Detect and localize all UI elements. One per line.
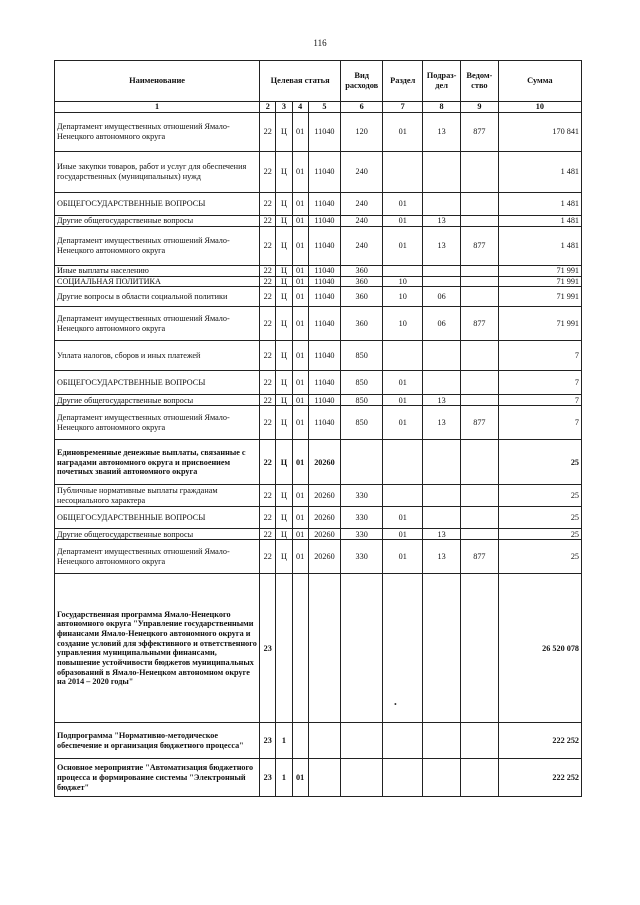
cell-summa: 7 bbox=[498, 406, 581, 440]
cell-c5: 20260 bbox=[308, 440, 340, 485]
cell-vr: 240 bbox=[341, 192, 383, 215]
cell-vr: 330 bbox=[341, 507, 383, 529]
cell-c3: Ц bbox=[276, 307, 292, 341]
cell-vr: 120 bbox=[341, 112, 383, 151]
cell-podrazdel bbox=[423, 276, 461, 287]
table-row bbox=[55, 265, 582, 276]
cell-c3: Ц bbox=[276, 540, 292, 574]
cell-razdel: 01 bbox=[383, 112, 423, 151]
cell-c2: 22 bbox=[260, 287, 276, 307]
cell-c5: 20260 bbox=[308, 485, 340, 507]
cell-summa: 25 bbox=[498, 440, 581, 485]
cell-c3: Ц bbox=[276, 529, 292, 540]
cell-podrazdel bbox=[423, 759, 461, 797]
cell-name: Государственная программа Ямало-Ненецкого автономного округа "Управление государственными финансами Ямало-Ненецкого автономного округа и создание условий для эффективного и ответственного управления муниципальными финансами, повышение устойчивости бюджетов муниципальных образований в Ямало-Ненецком автономном округе на 2014 – 2020 годы" bbox=[55, 574, 260, 723]
cell-c2: 22 bbox=[260, 307, 276, 341]
header-podrazdel: Подраз-дел bbox=[423, 61, 461, 102]
cell-c3: Ц bbox=[276, 192, 292, 215]
cell-c3: Ц bbox=[276, 287, 292, 307]
cell-name: Другие вопросы в области социальной политики bbox=[55, 287, 260, 307]
cell-c4: 01 bbox=[292, 395, 308, 406]
cell-c4 bbox=[292, 574, 308, 723]
cell-c4 bbox=[292, 723, 308, 759]
cell-vr: 330 bbox=[341, 529, 383, 540]
cell-vedom: 877 bbox=[460, 406, 498, 440]
cell-c4: 01 bbox=[292, 529, 308, 540]
header-vid-raskhodov: Вид расходов bbox=[341, 61, 383, 102]
cell-c2: 22 bbox=[260, 226, 276, 265]
cell-c5: 11040 bbox=[308, 371, 340, 395]
cell-c2: 22 bbox=[260, 265, 276, 276]
table-row bbox=[55, 371, 582, 395]
cell-razdel: 01 bbox=[383, 406, 423, 440]
table-row bbox=[55, 192, 582, 215]
table-row bbox=[55, 406, 582, 440]
cell-c5 bbox=[308, 723, 340, 759]
cell-c3: Ц bbox=[276, 371, 292, 395]
cell-razdel: 01 bbox=[383, 395, 423, 406]
cell-vr: 360 bbox=[341, 276, 383, 287]
header-tselevaya-statya: Целевая статья bbox=[260, 61, 341, 102]
cell-summa: 71 991 bbox=[498, 265, 581, 276]
cell-vedom: 877 bbox=[460, 226, 498, 265]
cell-vedom bbox=[460, 371, 498, 395]
cell-c4: 01 bbox=[292, 265, 308, 276]
cell-vedom: 877 bbox=[460, 307, 498, 341]
column-index: 3 bbox=[276, 102, 292, 113]
cell-c4: 01 bbox=[292, 540, 308, 574]
cell-summa: 71 991 bbox=[498, 276, 581, 287]
cell-vr: 360 bbox=[341, 265, 383, 276]
cell-c2: 22 bbox=[260, 406, 276, 440]
cell-vedom bbox=[460, 151, 498, 192]
cell-name: Департамент имущественных отношений Ямало-Ненецкого автономного округа bbox=[55, 406, 260, 440]
cell-name: ОБЩЕГОСУДАРСТВЕННЫЕ ВОПРОСЫ bbox=[55, 371, 260, 395]
cell-c5: 11040 bbox=[308, 395, 340, 406]
cell-vr: 240 bbox=[341, 215, 383, 226]
cell-c4: 01 bbox=[292, 287, 308, 307]
cell-vr: 850 bbox=[341, 395, 383, 406]
cell-vr: 330 bbox=[341, 540, 383, 574]
cell-c3: Ц bbox=[276, 151, 292, 192]
table-row bbox=[55, 395, 582, 406]
cell-vedom bbox=[460, 341, 498, 371]
cell-c2: 22 bbox=[260, 371, 276, 395]
cell-razdel: 10 bbox=[383, 287, 423, 307]
cell-c3: Ц bbox=[276, 406, 292, 440]
cell-c4: 01 bbox=[292, 226, 308, 265]
cell-vr: 850 bbox=[341, 406, 383, 440]
table-row bbox=[55, 226, 582, 265]
table-row bbox=[55, 529, 582, 540]
cell-c5: 11040 bbox=[308, 276, 340, 287]
cell-c4: 01 bbox=[292, 759, 308, 797]
cell-podrazdel bbox=[423, 440, 461, 485]
cell-c5: 11040 bbox=[308, 215, 340, 226]
cell-podrazdel: 13 bbox=[423, 540, 461, 574]
cell-name: ОБЩЕГОСУДАРСТВЕННЫЕ ВОПРОСЫ bbox=[55, 192, 260, 215]
cell-podrazdel: 13 bbox=[423, 406, 461, 440]
cell-razdel: 01 bbox=[383, 215, 423, 226]
header-naimenovanie: Наименование bbox=[55, 61, 260, 102]
cell-summa: 71 991 bbox=[498, 287, 581, 307]
cell-c4: 01 bbox=[292, 112, 308, 151]
cell-podrazdel: 06 bbox=[423, 307, 461, 341]
table-row bbox=[55, 112, 582, 151]
cell-razdel bbox=[383, 440, 423, 485]
cell-name: СОЦИАЛЬНАЯ ПОЛИТИКА bbox=[55, 276, 260, 287]
cell-razdel: 01 bbox=[383, 226, 423, 265]
cell-c3: Ц bbox=[276, 507, 292, 529]
cell-name: Другие общегосударственные вопросы bbox=[55, 215, 260, 226]
table-row bbox=[55, 507, 582, 529]
cell-c4: 01 bbox=[292, 371, 308, 395]
header-summa: Сумма bbox=[498, 61, 581, 102]
cell-name: Департамент имущественных отношений Ямало-Ненецкого автономного округа bbox=[55, 112, 260, 151]
cell-podrazdel: 06 bbox=[423, 287, 461, 307]
cell-razdel bbox=[383, 723, 423, 759]
cell-summa: 25 bbox=[498, 540, 581, 574]
cell-razdel: 01 bbox=[383, 507, 423, 529]
table-row bbox=[55, 215, 582, 226]
cell-podrazdel bbox=[423, 507, 461, 529]
cell-name: Основное мероприятие "Автоматизация бюджетного процесса и формирование системы "Электронный бюджет" bbox=[55, 759, 260, 797]
cell-c4: 01 bbox=[292, 440, 308, 485]
table-row bbox=[55, 341, 582, 371]
column-index: 5 bbox=[308, 102, 340, 113]
table-row bbox=[55, 574, 582, 723]
cell-name: Другие общегосударственные вопросы bbox=[55, 395, 260, 406]
cell-summa: 25 bbox=[498, 485, 581, 507]
cell-vedom bbox=[460, 574, 498, 723]
column-index: 7 bbox=[383, 102, 423, 113]
cell-vedom bbox=[460, 759, 498, 797]
cell-podrazdel bbox=[423, 151, 461, 192]
cell-c2: 22 bbox=[260, 395, 276, 406]
cell-vedom bbox=[460, 276, 498, 287]
cell-c4: 01 bbox=[292, 215, 308, 226]
cell-vr: 850 bbox=[341, 341, 383, 371]
scan-mark: • bbox=[394, 700, 397, 709]
header-razdel: Раздел bbox=[383, 61, 423, 102]
cell-c2: 22 bbox=[260, 192, 276, 215]
column-index: 8 bbox=[423, 102, 461, 113]
table-row bbox=[55, 287, 582, 307]
cell-razdel bbox=[383, 341, 423, 371]
cell-c4: 01 bbox=[292, 406, 308, 440]
cell-razdel bbox=[383, 485, 423, 507]
cell-c3: Ц bbox=[276, 226, 292, 265]
table-row bbox=[55, 307, 582, 341]
cell-c2: 22 bbox=[260, 341, 276, 371]
cell-summa: 170 841 bbox=[498, 112, 581, 151]
cell-vr: 240 bbox=[341, 151, 383, 192]
cell-podrazdel bbox=[423, 371, 461, 395]
cell-summa: 7 bbox=[498, 371, 581, 395]
cell-name: ОБЩЕГОСУДАРСТВЕННЫЕ ВОПРОСЫ bbox=[55, 507, 260, 529]
cell-c4: 01 bbox=[292, 151, 308, 192]
budget-table bbox=[54, 60, 582, 797]
cell-c3: 1 bbox=[276, 759, 292, 797]
cell-c5: 11040 bbox=[308, 307, 340, 341]
cell-c4: 01 bbox=[292, 307, 308, 341]
cell-vedom: 877 bbox=[460, 112, 498, 151]
cell-vedom bbox=[460, 215, 498, 226]
cell-name: Департамент имущественных отношений Ямало-Ненецкого автономного округа bbox=[55, 226, 260, 265]
cell-c5 bbox=[308, 574, 340, 723]
table-row bbox=[55, 440, 582, 485]
cell-razdel bbox=[383, 265, 423, 276]
cell-c2: 22 bbox=[260, 151, 276, 192]
cell-c3: Ц bbox=[276, 265, 292, 276]
cell-c3: Ц bbox=[276, 440, 292, 485]
header-vedomstvo: Ведом-ство bbox=[460, 61, 498, 102]
column-index: 6 bbox=[341, 102, 383, 113]
cell-summa: 7 bbox=[498, 395, 581, 406]
cell-summa: 222 252 bbox=[498, 759, 581, 797]
cell-summa: 1 481 bbox=[498, 151, 581, 192]
cell-summa: 222 252 bbox=[498, 723, 581, 759]
cell-c4: 01 bbox=[292, 192, 308, 215]
cell-c2: 22 bbox=[260, 507, 276, 529]
cell-c5: 20260 bbox=[308, 529, 340, 540]
column-index: 4 bbox=[292, 102, 308, 113]
cell-razdel bbox=[383, 151, 423, 192]
cell-summa: 26 520 078 bbox=[498, 574, 581, 723]
cell-c2: 22 bbox=[260, 112, 276, 151]
cell-vedom bbox=[460, 287, 498, 307]
cell-c4: 01 bbox=[292, 507, 308, 529]
cell-vr bbox=[341, 440, 383, 485]
cell-c2: 22 bbox=[260, 276, 276, 287]
cell-name: Уплата налогов, сборов и иных платежей bbox=[55, 341, 260, 371]
table-row bbox=[55, 540, 582, 574]
column-index: 10 bbox=[498, 102, 581, 113]
cell-c5: 11040 bbox=[308, 226, 340, 265]
cell-vr: 360 bbox=[341, 307, 383, 341]
cell-c2: 23 bbox=[260, 759, 276, 797]
cell-podrazdel bbox=[423, 723, 461, 759]
cell-c4: 01 bbox=[292, 341, 308, 371]
cell-vedom bbox=[460, 507, 498, 529]
cell-c3: Ц bbox=[276, 112, 292, 151]
cell-c3: Ц bbox=[276, 341, 292, 371]
cell-vedom bbox=[460, 265, 498, 276]
table-row bbox=[55, 485, 582, 507]
cell-razdel: 01 bbox=[383, 540, 423, 574]
cell-name: Департамент имущественных отношений Ямало-Ненецкого автономного округа bbox=[55, 307, 260, 341]
cell-razdel: 01 bbox=[383, 192, 423, 215]
cell-summa: 1 481 bbox=[498, 192, 581, 215]
cell-vr bbox=[341, 574, 383, 723]
cell-razdel: 10 bbox=[383, 307, 423, 341]
cell-c2: 22 bbox=[260, 215, 276, 226]
cell-vedom bbox=[460, 529, 498, 540]
page-number: 116 bbox=[313, 38, 327, 48]
column-index: 9 bbox=[460, 102, 498, 113]
cell-name: Иные выплаты населению bbox=[55, 265, 260, 276]
cell-c5: 20260 bbox=[308, 507, 340, 529]
cell-summa: 25 bbox=[498, 529, 581, 540]
cell-c2: 22 bbox=[260, 540, 276, 574]
table-row bbox=[55, 723, 582, 759]
cell-razdel: 10 bbox=[383, 276, 423, 287]
cell-c5: 11040 bbox=[308, 265, 340, 276]
cell-c5: 11040 bbox=[308, 406, 340, 440]
cell-podrazdel bbox=[423, 265, 461, 276]
cell-podrazdel: 13 bbox=[423, 226, 461, 265]
cell-vedom bbox=[460, 723, 498, 759]
cell-vedom bbox=[460, 395, 498, 406]
cell-name: Другие общегосударственные вопросы bbox=[55, 529, 260, 540]
cell-c5: 11040 bbox=[308, 112, 340, 151]
cell-name: Департамент имущественных отношений Ямало-Ненецкого автономного округа bbox=[55, 540, 260, 574]
cell-c5: 20260 bbox=[308, 540, 340, 574]
cell-podrazdel: 13 bbox=[423, 112, 461, 151]
cell-vr: 360 bbox=[341, 287, 383, 307]
cell-c5 bbox=[308, 759, 340, 797]
cell-podrazdel bbox=[423, 341, 461, 371]
cell-razdel: 01 bbox=[383, 371, 423, 395]
cell-name: Публичные нормативные выплаты гражданам несоциального характера bbox=[55, 485, 260, 507]
cell-vedom: 877 bbox=[460, 540, 498, 574]
cell-podrazdel: 13 bbox=[423, 529, 461, 540]
cell-vr: 330 bbox=[341, 485, 383, 507]
cell-c4: 01 bbox=[292, 276, 308, 287]
cell-summa: 7 bbox=[498, 341, 581, 371]
cell-c2: 22 bbox=[260, 529, 276, 540]
cell-podrazdel: 13 bbox=[423, 395, 461, 406]
cell-c3 bbox=[276, 574, 292, 723]
cell-summa: 71 991 bbox=[498, 307, 581, 341]
cell-c5: 11040 bbox=[308, 151, 340, 192]
cell-c5: 11040 bbox=[308, 341, 340, 371]
cell-name: Иные закупки товаров, работ и услуг для обеспечения государственных (муниципальных) нужд bbox=[55, 151, 260, 192]
table-row bbox=[55, 151, 582, 192]
cell-podrazdel: 13 bbox=[423, 215, 461, 226]
cell-razdel bbox=[383, 759, 423, 797]
cell-c3: Ц bbox=[276, 276, 292, 287]
cell-podrazdel bbox=[423, 574, 461, 723]
cell-c2: 22 bbox=[260, 485, 276, 507]
cell-vr bbox=[341, 759, 383, 797]
cell-razdel bbox=[383, 574, 423, 723]
table-row bbox=[55, 759, 582, 797]
table-row bbox=[55, 276, 582, 287]
cell-vr: 240 bbox=[341, 226, 383, 265]
cell-c3: 1 bbox=[276, 723, 292, 759]
cell-summa: 1 481 bbox=[498, 215, 581, 226]
cell-vedom bbox=[460, 192, 498, 215]
cell-c4: 01 bbox=[292, 485, 308, 507]
cell-c2: 23 bbox=[260, 723, 276, 759]
column-index: 1 bbox=[55, 102, 260, 113]
cell-vr bbox=[341, 723, 383, 759]
cell-c5: 11040 bbox=[308, 192, 340, 215]
column-index: 2 bbox=[260, 102, 276, 113]
cell-c3: Ц bbox=[276, 395, 292, 406]
cell-c5: 11040 bbox=[308, 287, 340, 307]
cell-vr: 850 bbox=[341, 371, 383, 395]
cell-vedom bbox=[460, 485, 498, 507]
cell-summa: 25 bbox=[498, 507, 581, 529]
cell-vedom bbox=[460, 440, 498, 485]
cell-c3: Ц bbox=[276, 485, 292, 507]
cell-name: Подпрограмма "Нормативно-методическое обеспечение и организация бюджетного процесса" bbox=[55, 723, 260, 759]
cell-c2: 23 bbox=[260, 574, 276, 723]
cell-c2: 22 bbox=[260, 440, 276, 485]
cell-name: Единовременные денежные выплаты, связанные с наградами автономного округа и присвоением почетных званий автономного округа bbox=[55, 440, 260, 485]
cell-summa: 1 481 bbox=[498, 226, 581, 265]
cell-podrazdel bbox=[423, 485, 461, 507]
cell-razdel: 01 bbox=[383, 529, 423, 540]
cell-c3: Ц bbox=[276, 215, 292, 226]
cell-podrazdel bbox=[423, 192, 461, 215]
